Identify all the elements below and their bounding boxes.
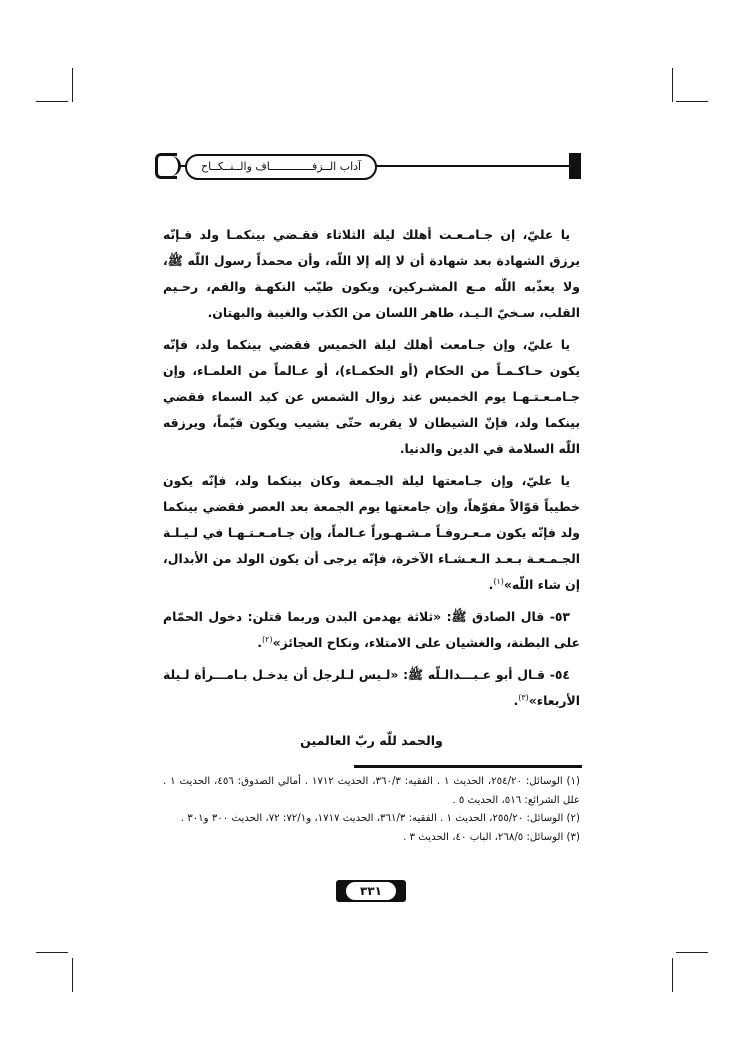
crop-mark (36, 952, 68, 953)
paragraph-end: . (257, 635, 263, 650)
crop-mark (672, 68, 673, 102)
paragraph (163, 604, 580, 656)
paragraph (163, 662, 580, 714)
page-number-label: ٣٣١ (346, 882, 396, 900)
header-end-block (569, 153, 581, 179)
header-title: آداب الــزفـــــــــــــاف والــنــكــاح (185, 154, 377, 180)
crop-mark (72, 958, 73, 992)
paragraph-end: . (488, 577, 494, 592)
footnote-ref: (٣) (518, 692, 529, 702)
paragraph: يا عليّ، إن جـامـعـت أهلك ليلة الثلاثاء فقـضي بينكمـا ولد فـإنّه يرزق الشهادة بعد شهادة أن لا إله إلا اللّه، وأن محمداً رسول اللّه ﷺ، ولا يعذّبه اللّه مـع المشـركين، ويكون طيّب النكهـة والفم، رحـيم القلب، سـخيّ الـيـد، طاهر اللسان من الكذب والغيبة والبهتان. (163, 227, 580, 320)
paragraph-text: ٥٣- قال الصادق ﷺ: «ثلاثة يهدمن البدن وربما قتلن: دخول الحمّام على البطنة، والغشيان على الامتلاء، ونكاح العجائز» (163, 609, 580, 650)
footnotes (163, 773, 580, 847)
crop-mark (676, 952, 708, 953)
crop-mark (676, 101, 708, 102)
paragraph-text: يا عليّ، وإن جـامعتها ليلة الجـمعة وكان بينكما ولد، فإنّه يكون خطيباً قوّالاً مفوّهاً، وإن جامعتها يوم الجمعة بعد العصر فقضي بينكما ولد فإنّه يكون مـعـروفـاً مـشـهـوراً عـالماً، وإن جـامـعـتـهـا في لـيـلـة الجـمـعـة بـعـد الـعـشـاء الآخرة، فإنّه يرجى أن يكون الولد من الأبدال، إن شاء اللّه» (163, 473, 580, 592)
crop-mark (72, 68, 73, 102)
running-header (155, 153, 581, 179)
header-frame-ornament (155, 153, 177, 179)
paragraph-end: . (513, 693, 519, 708)
closing-line: والحمد للّه ربّ العالمين (300, 733, 443, 748)
footnote: (٢) الوسائل: ٢٥٥/٢٠، الحديث ١ . الفقيه: ٣٦١/٣، الحديث ١٧١٧، و٧٢/١: ٧٢، الحديث ٣٠٠ و٣٠١ . (180, 813, 580, 824)
paragraph: يا عليّ، وإن جـامعت أهلك ليلة الخميس فقضي بينكما ولد، فإنّه يكون حـاكـمـاً من الحكام (أو الحكمـاء)، أو عـالماً من العلمـاء، وإن جـامـعـتـهـا يوم الخميس عند زوال الشمس عن كبد السماء فقضي بينكما ولد، فإنّ الشيطان لا يقربه حتّى يشيب ويكون قيّماً، ويرزقه اللّه السلامة في الدين والدنيا. (163, 337, 580, 456)
main-text (163, 222, 580, 754)
footnote-rule (354, 765, 582, 768)
footnote-ref: (٢) (262, 634, 273, 644)
crop-mark (36, 101, 68, 102)
footnote: (١) الوسائل: ٢٥٤/٢٠، الحديث ١ . الفقيه: ٣٦٠/٣، الحديث ١٧١٢ . أمالي الصدوق: ٤٥٦، الحديث ١ . علل الشرائع: ٥١٦، الحديث ٥ . (163, 776, 581, 806)
crop-mark (672, 958, 673, 992)
paragraph (163, 468, 580, 598)
footnote: (٣) الوسائل: ٢٦٨/٥، الباب ٤٠، الحديث ٣ . (403, 831, 580, 843)
page-number (336, 880, 406, 902)
paragraph-text: ٥٤- قـال أبو عـبـــدالـلّه ﷺ: «لـيس لـلرجل أن يدخـل بـامـــرأة لـيلة الأربعاء» (163, 667, 580, 708)
footnote-ref: (١) (493, 576, 504, 586)
